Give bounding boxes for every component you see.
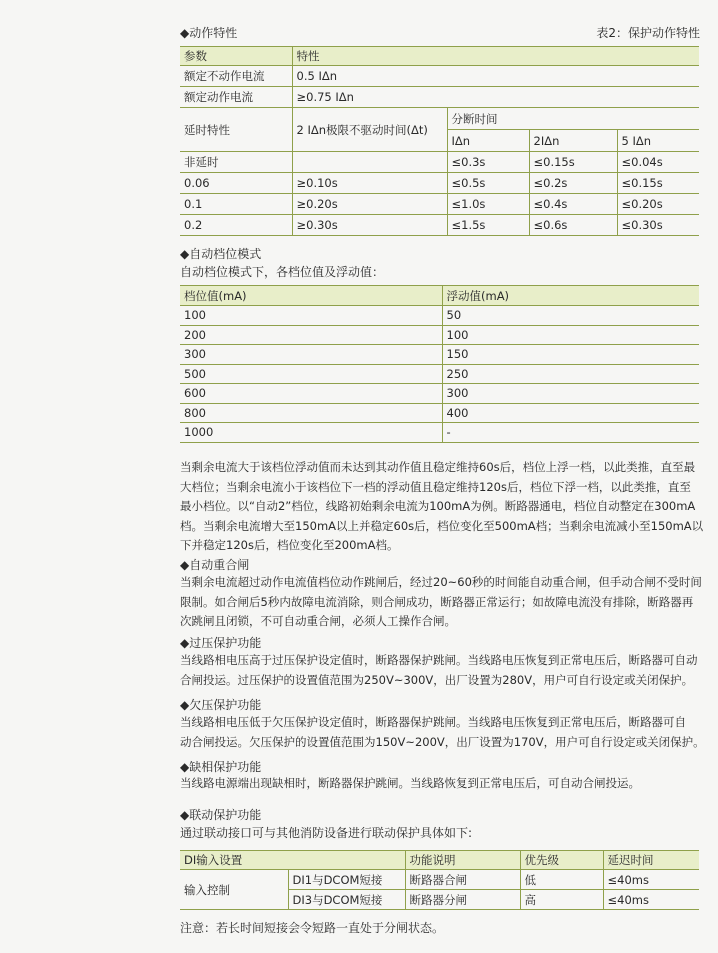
protection-table xyxy=(180,46,699,236)
paragraph-line: 当剩余电流大于该档位浮动值而未达到其动作值且稳定维持60s后，档位上浮一档，以此类推，直至最 xyxy=(180,460,696,474)
multiple-1x: IΔn xyxy=(447,130,529,152)
gear-row-float: 50 xyxy=(442,306,699,326)
gear-row-float: 150 xyxy=(442,345,699,365)
row-t1: ≤0.3s xyxy=(447,152,529,173)
row-t2: ≤0.6s xyxy=(529,215,617,236)
row-param: 非延时 xyxy=(180,152,292,173)
gear-table xyxy=(180,285,699,443)
paragraph-line: 当线路相电压高于过压保护设定值时，断路器保护跳闸。当线路电压恢复到正常电压后，断路器可自动 xyxy=(180,653,698,667)
row-t1: ≤0.5s xyxy=(447,173,529,194)
rated-non-trip-label: 额定不动作电流 xyxy=(180,66,292,87)
linkage-row-delay: ≤40ms xyxy=(603,870,699,890)
rated-non-trip-value: 0.5 IΔn xyxy=(292,66,699,87)
gear-header-float: 浮动值(mA) xyxy=(442,286,699,306)
phase-loss-text xyxy=(180,774,705,794)
linkage-header-priority: 优先级 xyxy=(520,851,603,870)
gear-row-float: 250 xyxy=(442,364,699,384)
row-param: 0.1 xyxy=(180,194,292,215)
multiple-2x: 2IΔn xyxy=(529,130,617,152)
row-limit: ≥0.30s xyxy=(292,215,447,236)
row-t2: ≤0.4s xyxy=(529,194,617,215)
delay-limit-label: 2 IΔn极限不驱动时间(Δt) xyxy=(292,108,447,152)
gear-row-float: 100 xyxy=(442,325,699,345)
row-t3: ≤0.20s xyxy=(617,194,699,215)
linkage-row-priority: 低 xyxy=(520,870,603,890)
gear-row-value: 500 xyxy=(180,364,442,384)
paragraph-line: 下并稳定120s后，档位变化至200mA档。 xyxy=(180,538,399,552)
paragraph-line: 次跳闸且闭锁，不可自动重合闸，必须人工操作合闸。 xyxy=(180,614,456,628)
row-param: 0.2 xyxy=(184,218,203,232)
linkage-row-input: DI1与DCOM短接 xyxy=(288,870,405,890)
multiple-5x: 5 IΔn xyxy=(617,130,699,152)
auto-gear-description xyxy=(180,458,705,556)
row-t2: ≤0.2s xyxy=(529,173,617,194)
gear-row-float: 400 xyxy=(442,403,699,423)
paragraph-line: 最小档位。以“自动2”档位，线路初始剩余电流为100mA为例。断路器通电，档位自动整定在300mA xyxy=(180,499,696,513)
row-t1: ≤1.0s xyxy=(447,194,529,215)
undervoltage-heading: ◆欠压保护功能 xyxy=(180,698,262,712)
auto-gear-intro: 自动档位模式下，各档位值及浮动值： xyxy=(180,265,385,279)
row-t3: ≤0.30s xyxy=(617,215,699,236)
overvoltage-heading: ◆过压保护功能 xyxy=(180,636,262,650)
paragraph-line: 动合闸投运。欠压保护的设置值范围为150V~200V，出厂设置为170V，用户可自行设定或关闭保护。 xyxy=(180,734,705,749)
overvoltage-text xyxy=(180,651,705,690)
phase-loss-heading: ◆缺相保护功能 xyxy=(180,760,262,774)
row-limit: ≥0.20s xyxy=(292,194,447,215)
linkage-table xyxy=(180,850,699,910)
gear-row-float: - xyxy=(442,423,699,443)
rated-trip-label: 额定动作电流 xyxy=(180,87,292,108)
linkage-row-function: 断路器合闸 xyxy=(405,870,520,890)
row-limit xyxy=(292,152,447,173)
paragraph-line: 限制。如合闸后5秒内故障电流消除，则合闸成功，断路器正常运行；如故障电流没有排除，断路器再 xyxy=(180,594,694,609)
undervoltage-text xyxy=(180,713,705,752)
linkage-row-input: DI3与DCOM短接 xyxy=(288,890,405,910)
gear-row-value: 100 xyxy=(180,306,442,326)
paragraph-line: 当线路电源端出现缺相时，断路器保护跳闸。当线路恢复到正常电压后，可自动合闸投运。 xyxy=(180,776,640,790)
row-t3: ≤0.15s xyxy=(617,173,699,194)
paragraph-line: 当线路相电压低于欠压保护设定值时，断路器保护跳闸。当线路电压恢复到正常电压后，断路器可自 xyxy=(180,715,686,729)
linkage-header-delay: 延迟时间 xyxy=(603,851,699,870)
linkage-note: 注意：若长时间短接会令短路一直处于分闸状态。 xyxy=(180,921,445,935)
header-characteristic: 特性 xyxy=(292,47,699,66)
linkage-header-function: 功能说明 xyxy=(405,851,520,870)
gear-row-value: 1000 xyxy=(184,425,214,440)
auto-reclose-text xyxy=(180,573,705,632)
linkage-header-input: DI输入设置 xyxy=(180,851,405,870)
paragraph-line: 当剩余电流超过动作电流值档位动作跳闸后，经过20~60秒的时间能自动重合闸，但手动合闸不受时间 xyxy=(180,575,702,589)
linkage-row-delay: ≤40ms xyxy=(603,890,699,910)
paragraph-line: 大档位；当剩余电流小于该档位下一档的浮动值且稳定维持120s后，档位下浮一档，以此类推，直至 xyxy=(180,479,691,494)
gear-header-value: 档位值(mA) xyxy=(180,286,442,306)
protection-table-caption: 表2：保护动作特性 xyxy=(596,26,700,40)
rated-trip-value: ≥0.75 IΔn xyxy=(292,87,699,108)
gear-row-value: 800 xyxy=(180,403,442,423)
row-t1: ≤1.5s xyxy=(447,215,529,236)
gear-row-value: 200 xyxy=(180,325,442,345)
gear-row-value: 600 xyxy=(180,384,442,404)
row-t3: ≤0.04s xyxy=(617,152,699,173)
linkage-intro: 通过联动接口可与其他消防设备进行联动保护具体如下: xyxy=(180,826,473,840)
protection-heading: ◆动作特性 xyxy=(180,26,238,40)
auto-reclose-heading: ◆自动重合闸 xyxy=(180,558,250,572)
paragraph-line: 档。当剩余电流增大至150mA以上并稳定60s后，档位变化至500mA档；当剩余电流减小至150mA以 xyxy=(180,518,704,533)
row-limit: ≥0.10s xyxy=(292,173,447,194)
row-t2: ≤0.15s xyxy=(529,152,617,173)
break-time-label: 分断时间 xyxy=(447,108,699,130)
linkage-row-priority: 高 xyxy=(520,890,603,910)
paragraph-line: 合闸投运。过压保护的设置值范围为250V~300V，出厂设置为280V，用户可自行设定或关闭保护。 xyxy=(180,672,694,687)
auto-gear-heading: ◆自动档位模式 xyxy=(180,247,262,261)
gear-row-float: 300 xyxy=(442,384,699,404)
header-param: 参数 xyxy=(180,47,292,66)
delay-label: 延时特性 xyxy=(180,108,292,152)
row-param: 0.06 xyxy=(180,173,292,194)
linkage-heading: ◆联动保护功能 xyxy=(180,808,262,822)
linkage-row-function: 断路器分闸 xyxy=(405,890,520,910)
linkage-group-label: 输入控制 xyxy=(184,882,230,897)
gear-row-value: 300 xyxy=(180,345,442,365)
